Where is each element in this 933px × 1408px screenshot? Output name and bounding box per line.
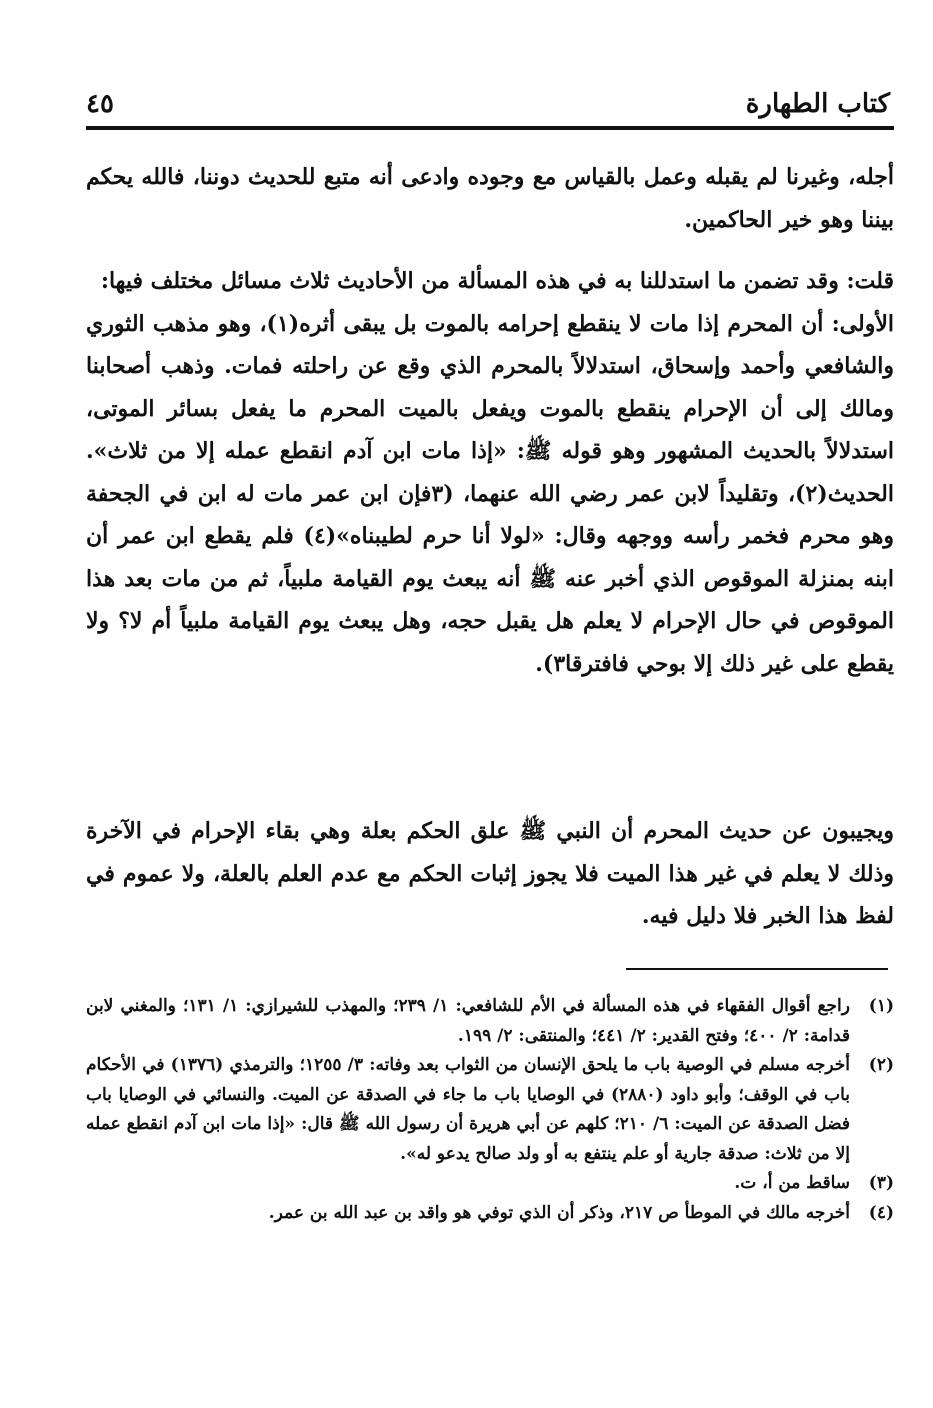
footnote-separator <box>626 968 888 970</box>
paragraph-1: أجله، وغيرنا لم يقبله وعمل بالقياس مع وجوده وادعى أنه متبع للحديث دوننا، فالله يحكم بيننا وهو خير الحاكمين. <box>86 164 894 233</box>
paragraph-4: ويجيبون عن حديث المحرم أن النبي ﷺ علق الحكم بعلة وهي بقاء الإحرام في الآخرة وذلك لا يعلم في غير هذا الميت فلا يجوز إثبات الحكم مع عدم العلم بالعلة، ولا عموم في لفظ هذا الخبر فلا دليل فيه. <box>86 818 894 929</box>
footnote-2 <box>86 1051 894 1169</box>
footnote-number: (٤) <box>868 1202 894 1223</box>
body-block-continuation <box>86 156 894 241</box>
footnote-1 <box>86 992 894 1051</box>
body-block-main <box>86 260 894 685</box>
paragraph-2: قلت: وقد تضمن ما استدللنا به في هذه المسألة من الأحاديث ثلاث مسائل مختلف فيها: <box>100 268 894 294</box>
footnote-3 <box>86 1169 894 1199</box>
footnote-text: أخرجه مالك في الموطأ ص ٢١٧، وذكر أن الذي توفي هو واقد بن عبد الله بن عمر. <box>268 1202 850 1223</box>
header-rule <box>86 126 894 130</box>
footnote-number: (١) <box>868 996 894 1016</box>
footnotes <box>86 992 894 1228</box>
footnote-number: (٣) <box>868 1173 894 1193</box>
paragraph-3: الأولى: أن المحرم إذا مات لا ينقطع إحرامه بالموت بل يبقى أثره(١)، وهو مذهب الثوري والشافعي وأحمد وإسحاق، استدلالاً بالمحرم الذي وقع عن راحلته فمات. وذهب أصحابنا ومالك إلى أن الإحرام ينقطع بالموت ويفعل بالميت المحرم ما يفعل بسائر الموتى، استدلالاً بالحديث المشهور وهو قوله ﷺ: «إذا مات ابن آدم انقطع عمله إلا من ثلاث». الحديث(٢)، وتقليداً لابن عمر رضي الله عنهما، (٣فإن ابن عمر مات له ابن في الجحفة وهو محرم فخمر رأسه ووجهه وقال: «لولا أنا حرم لطيبناه»(٤) فلم يقطع ابن عمر أن ابنه بمنزلة الموقوص الذي أخبر عنه ﷺ أنه يبعث يوم القيامة ملبياً، ثم من مات بعد هذا الموقوص في حال الإحرام لا يعلم هل يقبل حجه، وهل يبعث يوم القيامة ملبياً أم لا؟ ولا يقطع على غير ذلك إلا بوحي فافترقا٣). <box>86 310 895 677</box>
footnote-text: أخرجه مسلم في الوصية باب ما يلحق الإنسان من الثواب بعد وفاته: ٣/ ١٢٥٥؛ والترمذي (١٣٧٦) في الأحكام باب في الوقف؛ وأبو داود (٢٨٨٠) في الوصايا باب ما جاء في الصدقة عن الميت. والنسائي في الوصايا باب فضل الصدقة عن الميت: ٦/ ٢١٠؛ كلهم عن أبي هريرة أن رسول الله ﷺ قال: «إذا مات ابن آدم انقطع عمله إلا من ثلاث: صدقة جارية أو علم ينتفع به أو ولد صالح يدعو له». <box>86 1055 850 1164</box>
footnote-number: (٢) <box>868 1055 894 1075</box>
footnote-4 <box>86 1199 894 1229</box>
footnote-text: راجع أقوال الفقهاء في هذه المسألة في الأم للشافعي: ١/ ٢٣٩؛ والمهذب للشيرازي: ١/ ١٣١؛ والمغني لابن قدامة: ٢/ ٤٠٠؛ وفتح القدير: ٢/ ٤٤١؛ والمنتقى: ٢/ ١٩٩. <box>86 996 850 1046</box>
body-block-closing <box>86 810 894 938</box>
running-title: كتاب الطهارة <box>745 89 890 119</box>
footnote-text: ساقط من أ، ت. <box>734 1173 850 1193</box>
page-number: ٤٥ <box>86 89 114 119</box>
page-header <box>86 84 890 124</box>
